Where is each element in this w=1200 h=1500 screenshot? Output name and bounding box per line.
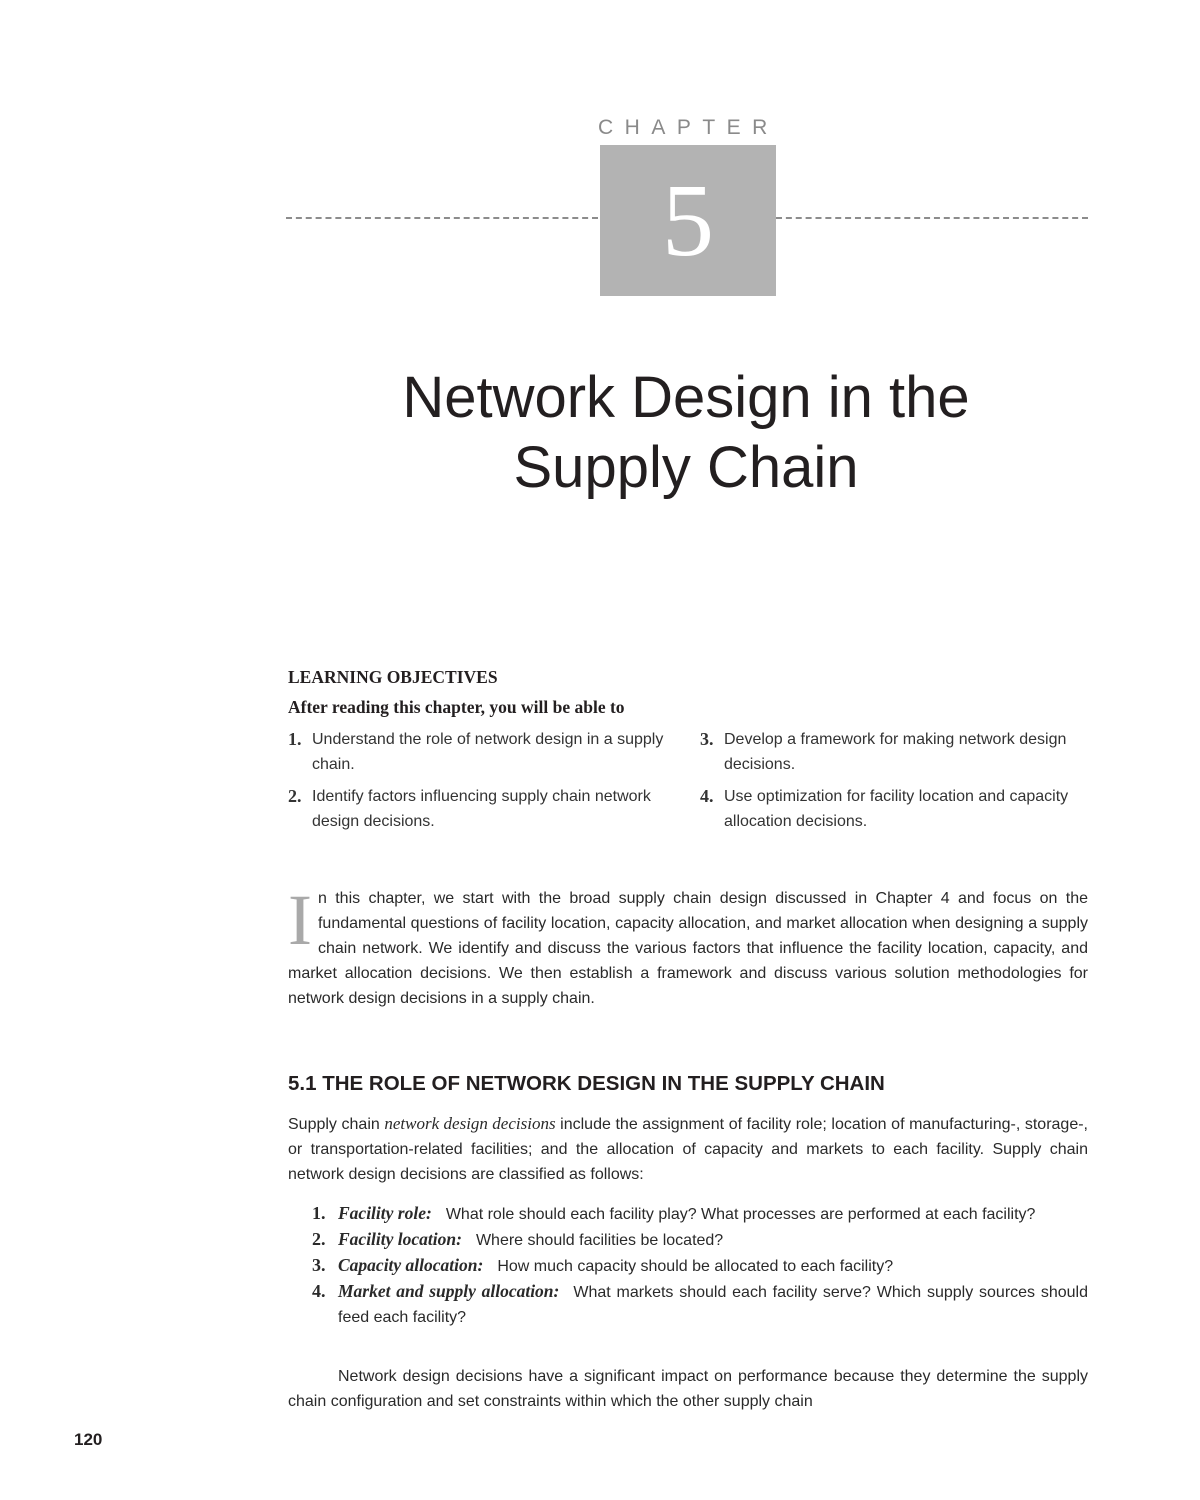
objective-text: Use optimization for facility location and capacity allocation decisions. (724, 788, 1069, 830)
objective-number: 1. (288, 729, 302, 749)
decision-term: Capacity allocation: (338, 1255, 484, 1275)
chapter-label: CHAPTER (598, 116, 779, 139)
decision-text: How much capacity should be allocated to each facility? (497, 1258, 894, 1275)
decision-text: What role should each facility play? What processes are performed at each facility? (445, 1206, 1036, 1223)
learning-objectives-intro: After reading this chapter, you will be able to (288, 697, 625, 717)
decision-list (312, 1201, 1088, 1330)
chapter-title (300, 363, 1072, 503)
decision-term: Facility location: (338, 1229, 462, 1249)
objective-text: Understand the role of network design in a supply chain. (312, 731, 664, 773)
decision-text: Where should facilities be located? (475, 1232, 724, 1249)
decision-term: Facility role: (338, 1203, 432, 1223)
chapter-title-line-2: Supply Chain (513, 435, 859, 500)
intro-paragraph (288, 880, 1088, 1011)
section-heading: 5.1 THE ROLE OF NETWORK DESIGN IN THE SUPPLY CHAIN (288, 1072, 885, 1095)
decision-number: 4. (312, 1281, 326, 1301)
chapter-number-box (600, 145, 776, 296)
decision-number: 1. (312, 1203, 326, 1223)
drop-cap: I (288, 880, 312, 960)
learning-objective-item (700, 784, 1085, 834)
closing-paragraph: Network design decisions have a significant impact on performance because they determine the supply chain configuration and set constraints within which the other supply chain (288, 1368, 1088, 1410)
decision-text: What markets should each facility serve? Which supply sources should feed each facility? (338, 1284, 1088, 1326)
page-number: 120 (74, 1430, 103, 1449)
objective-text: Develop a framework for making network design decisions. (724, 731, 1067, 773)
objective-text: Identify factors influencing supply chain network design decisions. (312, 788, 651, 830)
section-para-start: Supply chain (288, 1116, 385, 1133)
chapter-title-line-1: Network Design in the (402, 365, 970, 430)
objective-number: 2. (288, 786, 302, 806)
chapter-rule-left (286, 217, 598, 219)
decision-item (312, 1279, 1088, 1330)
section-paragraph (288, 1111, 1088, 1187)
chapter-number: 5 (662, 162, 714, 278)
learning-objectives-heading: LEARNING OBJECTIVES (288, 667, 498, 687)
learning-objective-item (700, 727, 1085, 777)
learning-objective-item (288, 784, 673, 834)
section-para-rest: include the assignment of facility role; location of manufacturing-, storage-, or transportation-related facilities; and the allocation of capacity and markets to each facility. Supply chain network design decisions are classified as follows: (288, 1116, 1088, 1183)
chapter-rule-right (776, 217, 1088, 219)
key-term: network design decisions (384, 1114, 556, 1133)
objective-number: 3. (700, 729, 714, 749)
objective-number: 4. (700, 786, 714, 806)
decision-term: Market and supply allocation: (338, 1281, 560, 1301)
learning-objective-item (288, 727, 673, 777)
decision-item (312, 1253, 1088, 1279)
intro-text: n this chapter, we start with the broad supply chain design discussed in Chapter 4 and focus on the fundamental questions of facility location, capacity allocation, and market allocation when designing a supply chain network. We identify and discuss the various factors that influence the facility location, capacity, and market allocation decisions. We then establish a framework and discuss various solution methodologies for network design decisions in a supply chain. (288, 890, 1088, 1007)
decision-number: 2. (312, 1229, 326, 1249)
decision-number: 3. (312, 1255, 326, 1275)
decision-item (312, 1201, 1088, 1227)
decision-item (312, 1227, 1088, 1253)
